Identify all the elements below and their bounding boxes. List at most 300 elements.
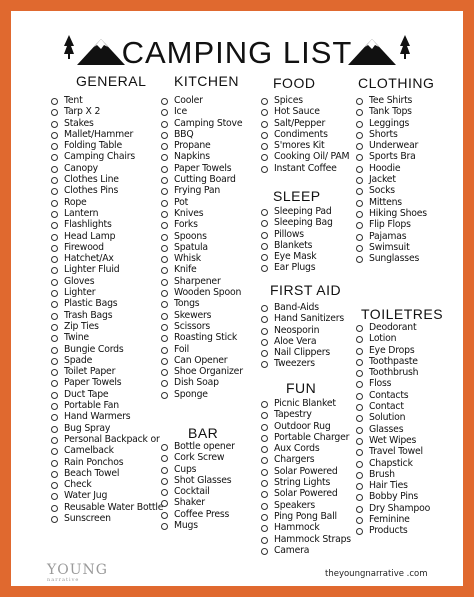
checklist-item[interactable] — [261, 140, 349, 151]
checklist-item-label: Products — [369, 525, 408, 537]
checkbox-circle-icon[interactable] — [51, 301, 58, 308]
checklist-item[interactable] — [161, 377, 243, 388]
checklist-item-label: Spoons — [174, 230, 207, 242]
checkbox-circle-icon[interactable] — [356, 132, 363, 139]
checklist-item[interactable] — [261, 477, 351, 488]
checklist-item[interactable] — [356, 333, 430, 344]
checkbox-circle-icon[interactable] — [51, 516, 58, 523]
checkbox-circle-icon[interactable] — [356, 370, 363, 377]
checklist-item[interactable] — [261, 251, 333, 262]
checkbox-circle-icon[interactable] — [356, 393, 363, 400]
checklist-item[interactable] — [51, 400, 163, 411]
footer-url: theyoungnarrative .com — [325, 569, 428, 579]
checkbox-circle-icon[interactable] — [261, 469, 268, 476]
checklist-item[interactable] — [261, 118, 349, 129]
checklist-item[interactable] — [356, 367, 430, 378]
checkbox-circle-icon[interactable] — [51, 482, 58, 489]
checklist-item[interactable] — [51, 321, 163, 332]
checkbox-circle-icon[interactable] — [51, 188, 58, 195]
checkbox-circle-icon[interactable] — [161, 256, 168, 263]
checkbox-circle-icon[interactable] — [161, 98, 168, 105]
checkbox-circle-icon[interactable] — [356, 449, 363, 456]
checkbox-circle-icon[interactable] — [261, 254, 268, 261]
checkbox-circle-icon[interactable] — [51, 267, 58, 274]
checklist-item[interactable] — [261, 347, 344, 358]
checklist-item[interactable] — [356, 424, 430, 435]
checklist-item[interactable] — [51, 174, 163, 185]
checklist-item[interactable] — [356, 151, 427, 162]
checkbox-circle-icon[interactable] — [51, 177, 58, 184]
checkbox-circle-icon[interactable] — [356, 461, 363, 468]
checklist-item-label: Hand Sanitizers — [274, 313, 345, 325]
checklist-item[interactable] — [161, 231, 243, 242]
checkbox-circle-icon[interactable] — [356, 472, 363, 479]
checklist-item[interactable] — [51, 389, 163, 400]
checkbox-circle-icon[interactable] — [356, 359, 363, 366]
checkbox-circle-icon[interactable] — [161, 121, 168, 128]
checkbox-circle-icon[interactable] — [261, 143, 268, 150]
checklist-item[interactable] — [261, 262, 333, 273]
checklist-item[interactable] — [261, 106, 349, 117]
checkbox-circle-icon[interactable] — [51, 392, 58, 399]
checkbox-circle-icon[interactable] — [51, 109, 58, 116]
checklist-item[interactable] — [161, 276, 243, 287]
checkbox-circle-icon[interactable] — [161, 200, 168, 207]
checkbox-circle-icon[interactable] — [261, 446, 268, 453]
checklist-item[interactable] — [261, 129, 349, 140]
checkbox-circle-icon[interactable] — [161, 335, 168, 342]
checklist-item-label: Solar Powered — [274, 488, 338, 500]
checklist-item[interactable] — [261, 488, 351, 499]
checklist-item[interactable] — [51, 513, 163, 524]
checklist-item-label: Wet Wipes — [369, 434, 417, 446]
checkbox-circle-icon[interactable] — [356, 427, 363, 434]
checkbox-circle-icon[interactable] — [356, 517, 363, 524]
checklist-item-label: Toothpaste — [369, 355, 418, 367]
checklist-item[interactable] — [161, 332, 243, 343]
checklist-item[interactable] — [51, 423, 163, 434]
checklist-item[interactable] — [261, 466, 351, 477]
checklist-item[interactable] — [161, 298, 243, 309]
checkbox-circle-icon[interactable] — [261, 98, 268, 105]
checkbox-circle-icon[interactable] — [51, 166, 58, 173]
checkbox-circle-icon[interactable] — [161, 166, 168, 173]
checklist-item[interactable] — [51, 219, 163, 230]
checkbox-circle-icon[interactable] — [161, 211, 168, 218]
checkbox-circle-icon[interactable] — [261, 548, 268, 555]
checklist-item[interactable] — [356, 322, 430, 333]
checkbox-circle-icon[interactable] — [356, 154, 363, 161]
checklist-item[interactable] — [261, 358, 344, 369]
checklist-item[interactable] — [261, 534, 351, 545]
checklist-item[interactable] — [161, 219, 243, 230]
checkbox-circle-icon[interactable] — [261, 121, 268, 128]
checklist-item[interactable] — [356, 503, 430, 514]
checkbox-circle-icon[interactable] — [51, 279, 58, 286]
checkbox-circle-icon[interactable] — [51, 256, 58, 263]
checkbox-circle-icon[interactable] — [356, 177, 363, 184]
checkbox-circle-icon[interactable] — [51, 426, 58, 433]
checklist-item[interactable] — [161, 464, 235, 475]
checklist-item[interactable] — [261, 163, 349, 174]
checklist-item[interactable] — [356, 401, 430, 412]
checklist-item[interactable] — [356, 197, 427, 208]
checkbox-circle-icon[interactable] — [51, 222, 58, 229]
checklist-item-label: Underwear — [369, 140, 419, 152]
checkbox-circle-icon[interactable] — [161, 290, 168, 297]
checklist-item[interactable] — [161, 475, 235, 486]
checklist-item[interactable] — [51, 468, 163, 479]
checklist-item[interactable] — [356, 129, 427, 140]
checklist-item-label: Swimsuit — [369, 241, 410, 253]
checkbox-circle-icon[interactable] — [261, 132, 268, 139]
checklist-item[interactable] — [51, 129, 163, 140]
checkbox-circle-icon[interactable] — [261, 232, 268, 239]
checkbox-circle-icon[interactable] — [261, 265, 268, 272]
checklist-item[interactable] — [356, 458, 430, 469]
checkbox-circle-icon[interactable] — [261, 435, 268, 442]
checklist-item[interactable] — [51, 332, 163, 343]
checkbox-circle-icon[interactable] — [261, 220, 268, 227]
checklist-item-label: Rope — [64, 196, 87, 208]
checklist-item[interactable] — [51, 151, 163, 162]
checklist-item[interactable] — [161, 208, 243, 219]
checklist-item[interactable] — [51, 118, 163, 129]
checkbox-circle-icon[interactable] — [51, 154, 58, 161]
checkbox-circle-icon[interactable] — [51, 369, 58, 376]
checklist-item[interactable] — [161, 452, 235, 463]
checklist-item[interactable] — [356, 231, 427, 242]
checklist-item[interactable] — [356, 480, 430, 491]
checklist-item[interactable] — [51, 366, 163, 377]
checkbox-circle-icon[interactable] — [161, 222, 168, 229]
checklist-item[interactable] — [161, 441, 235, 452]
checklist-item[interactable] — [51, 253, 163, 264]
checkbox-circle-icon[interactable] — [261, 328, 268, 335]
checklist-item[interactable] — [356, 390, 430, 401]
checklist-item[interactable] — [51, 344, 163, 355]
checklist-item[interactable] — [261, 325, 344, 336]
checklist-item[interactable] — [161, 486, 235, 497]
checkbox-circle-icon[interactable] — [51, 460, 58, 467]
checklist-item[interactable] — [161, 389, 243, 400]
checklist-item[interactable] — [356, 491, 430, 502]
checkbox-circle-icon[interactable] — [161, 267, 168, 274]
checklist-item[interactable] — [356, 208, 427, 219]
checklist-item[interactable] — [51, 287, 163, 298]
checklist-item[interactable] — [356, 525, 430, 536]
checkbox-circle-icon[interactable] — [161, 109, 168, 116]
checkbox-circle-icon[interactable] — [51, 200, 58, 207]
checklist-item[interactable] — [261, 217, 333, 228]
checklist-item[interactable] — [51, 445, 163, 456]
checkbox-circle-icon[interactable] — [261, 525, 268, 532]
checkbox-circle-icon[interactable] — [261, 401, 268, 408]
checklist-item[interactable] — [356, 356, 430, 367]
checklist-item[interactable] — [161, 253, 243, 264]
checkbox-circle-icon[interactable] — [261, 109, 268, 116]
checklist-item[interactable] — [51, 377, 163, 388]
checklist-item[interactable] — [261, 229, 333, 240]
checkbox-circle-icon[interactable] — [51, 414, 58, 421]
checkbox-circle-icon[interactable] — [356, 348, 363, 355]
checklist-item[interactable] — [161, 287, 243, 298]
checklist-item[interactable] — [161, 197, 243, 208]
checklist-item[interactable] — [161, 344, 243, 355]
checklist-item[interactable] — [51, 106, 163, 117]
checkbox-circle-icon[interactable] — [261, 316, 268, 323]
checkbox-circle-icon[interactable] — [161, 313, 168, 320]
checklist-item[interactable] — [51, 242, 163, 253]
checkbox-circle-icon[interactable] — [51, 121, 58, 128]
checkbox-circle-icon[interactable] — [161, 455, 168, 462]
checkbox-circle-icon[interactable] — [356, 494, 363, 501]
checkbox-circle-icon[interactable] — [356, 188, 363, 195]
checkbox-circle-icon[interactable] — [161, 512, 168, 519]
checklist-item-label: Nail Clippers — [274, 347, 331, 359]
checklist-item[interactable] — [261, 443, 351, 454]
checklist-item[interactable] — [161, 118, 243, 129]
checklist-item[interactable] — [261, 240, 333, 251]
checkbox-circle-icon[interactable] — [161, 347, 168, 354]
checkbox-circle-icon[interactable] — [356, 98, 363, 105]
checklist-item[interactable] — [261, 409, 351, 420]
checkbox-circle-icon[interactable] — [51, 347, 58, 354]
checklist-item[interactable] — [356, 140, 427, 151]
checklist-item[interactable] — [161, 264, 243, 275]
checkbox-circle-icon[interactable] — [356, 166, 363, 173]
checklist-item[interactable] — [356, 174, 427, 185]
checklist-item[interactable] — [161, 129, 243, 140]
checkbox-circle-icon[interactable] — [161, 500, 168, 507]
checkbox-circle-icon[interactable] — [261, 243, 268, 250]
checklist-item[interactable] — [356, 242, 427, 253]
checkbox-circle-icon[interactable] — [356, 245, 363, 252]
checklist-item[interactable] — [161, 151, 243, 162]
checkbox-circle-icon[interactable] — [356, 483, 363, 490]
checkbox-circle-icon[interactable] — [51, 132, 58, 139]
checklist-item-label: Solution — [369, 412, 406, 424]
checklist-item[interactable] — [161, 242, 243, 253]
checklist-item[interactable] — [51, 276, 163, 287]
checklist-item[interactable] — [51, 502, 163, 513]
checkbox-circle-icon[interactable] — [356, 415, 363, 422]
checklist-item[interactable] — [51, 479, 163, 490]
checklist-item-label: Bug Spray — [64, 422, 111, 434]
checklist-item[interactable] — [161, 321, 243, 332]
checkbox-circle-icon[interactable] — [261, 166, 268, 173]
checklist-item[interactable] — [161, 174, 243, 185]
checklist-item[interactable] — [261, 206, 333, 217]
checklist-item[interactable] — [356, 118, 427, 129]
checkbox-circle-icon[interactable] — [356, 121, 363, 128]
checklist-item[interactable] — [356, 514, 430, 525]
checkbox-circle-icon[interactable] — [51, 505, 58, 512]
checklist-item[interactable] — [51, 355, 163, 366]
checkbox-circle-icon[interactable] — [51, 290, 58, 297]
checklist-item[interactable] — [51, 163, 163, 174]
checklist-item[interactable] — [51, 457, 163, 468]
checkbox-circle-icon[interactable] — [161, 245, 168, 252]
checkbox-circle-icon[interactable] — [261, 412, 268, 419]
checkbox-circle-icon[interactable] — [51, 493, 58, 500]
checklist-item[interactable] — [51, 231, 163, 242]
checklist-item[interactable] — [261, 432, 351, 443]
checklist-item[interactable] — [161, 355, 243, 366]
checklist-item[interactable] — [261, 95, 349, 106]
checkbox-circle-icon[interactable] — [161, 234, 168, 241]
checkbox-circle-icon[interactable] — [261, 339, 268, 346]
checklist-item[interactable] — [356, 378, 430, 389]
checkbox-circle-icon[interactable] — [356, 200, 363, 207]
checklist-item[interactable] — [356, 95, 427, 106]
checklist-item-label: Pillows — [274, 228, 304, 240]
checkbox-circle-icon[interactable] — [356, 506, 363, 513]
checkbox-circle-icon[interactable] — [51, 234, 58, 241]
checklist-item[interactable] — [261, 522, 351, 533]
checkbox-circle-icon[interactable] — [261, 480, 268, 487]
checklist-item[interactable] — [261, 511, 351, 522]
checkbox-circle-icon[interactable] — [356, 404, 363, 411]
checkbox-circle-icon[interactable] — [261, 514, 268, 521]
checklist-item[interactable] — [356, 345, 430, 356]
checklist-item[interactable] — [356, 435, 430, 446]
checklist-item[interactable] — [161, 310, 243, 321]
checkbox-circle-icon[interactable] — [261, 350, 268, 357]
checkbox-circle-icon[interactable] — [51, 335, 58, 342]
checklist-item[interactable] — [356, 446, 430, 457]
checkbox-circle-icon[interactable] — [51, 403, 58, 410]
checklist-item[interactable] — [51, 197, 163, 208]
checklist-item[interactable] — [356, 219, 427, 230]
checklist-item[interactable] — [51, 310, 163, 321]
checkbox-circle-icon[interactable] — [161, 188, 168, 195]
checkbox-circle-icon[interactable] — [51, 380, 58, 387]
checklist-item-label: Mugs — [174, 520, 198, 532]
checkbox-circle-icon[interactable] — [261, 154, 268, 161]
checklist-item[interactable] — [261, 421, 351, 432]
checkbox-circle-icon[interactable] — [51, 448, 58, 455]
checkbox-circle-icon[interactable] — [261, 361, 268, 368]
checklist-item[interactable] — [51, 411, 163, 422]
checklist-item[interactable] — [51, 434, 163, 445]
checkbox-circle-icon[interactable] — [51, 313, 58, 320]
checkbox-circle-icon[interactable] — [51, 211, 58, 218]
checklist-item[interactable] — [261, 545, 351, 556]
checklist-item[interactable] — [161, 185, 243, 196]
checklist-item[interactable] — [51, 264, 163, 275]
checkbox-circle-icon[interactable] — [161, 467, 168, 474]
checklist-item[interactable] — [356, 185, 427, 196]
checkbox-circle-icon[interactable] — [356, 528, 363, 535]
checkbox-circle-icon[interactable] — [356, 438, 363, 445]
checkbox-circle-icon[interactable] — [261, 424, 268, 431]
checkbox-circle-icon[interactable] — [161, 523, 168, 530]
checklist-item[interactable] — [261, 302, 344, 313]
checklist-item[interactable] — [51, 490, 163, 501]
checklist-item[interactable] — [161, 520, 235, 531]
checkbox-circle-icon[interactable] — [161, 358, 168, 365]
checkbox-circle-icon[interactable] — [51, 98, 58, 105]
checklist-item[interactable] — [356, 106, 427, 117]
checkbox-circle-icon[interactable] — [261, 491, 268, 498]
checkbox-circle-icon[interactable] — [161, 392, 168, 399]
checklist-item-label: Outdoor Rug — [274, 420, 331, 432]
checkbox-circle-icon[interactable] — [161, 177, 168, 184]
checklist-item[interactable] — [261, 454, 351, 465]
checklist-item[interactable] — [51, 208, 163, 219]
checkbox-circle-icon[interactable] — [161, 301, 168, 308]
checkbox-circle-icon[interactable] — [161, 132, 168, 139]
checklist-item[interactable] — [51, 140, 163, 151]
checkbox-circle-icon[interactable] — [161, 154, 168, 161]
checkbox-circle-icon[interactable] — [356, 143, 363, 150]
checklist-item-label: Forks — [174, 219, 198, 231]
checkbox-circle-icon[interactable] — [51, 143, 58, 150]
checklist-item[interactable] — [356, 253, 427, 264]
checklist-item-label: Ice — [174, 106, 187, 118]
checklist-item[interactable] — [161, 95, 243, 106]
checklist-item[interactable] — [161, 366, 243, 377]
checkbox-circle-icon[interactable] — [356, 256, 363, 263]
checklist-item-label: Cooler — [174, 95, 203, 106]
checkbox-circle-icon[interactable] — [51, 324, 58, 331]
checklist-item[interactable] — [161, 497, 235, 508]
checklist-item-label: Hoodie — [369, 162, 401, 174]
checkbox-circle-icon[interactable] — [261, 457, 268, 464]
checklist-item[interactable] — [161, 140, 243, 151]
checklist-item[interactable] — [161, 509, 235, 520]
checkbox-circle-icon[interactable] — [356, 211, 363, 218]
checklist-item[interactable] — [51, 185, 163, 196]
checklist-item[interactable] — [51, 95, 163, 106]
checkbox-circle-icon[interactable] — [51, 437, 58, 444]
checklist-item[interactable] — [261, 151, 349, 162]
checkbox-circle-icon[interactable] — [161, 380, 168, 387]
checkbox-circle-icon[interactable] — [356, 325, 363, 332]
checklist-item[interactable] — [261, 500, 351, 511]
checkbox-circle-icon[interactable] — [161, 444, 168, 451]
checkbox-circle-icon[interactable] — [356, 222, 363, 229]
checkbox-circle-icon[interactable] — [261, 503, 268, 510]
checklist-item[interactable] — [356, 163, 427, 174]
checklist-item[interactable] — [51, 298, 163, 309]
checkbox-circle-icon[interactable] — [161, 478, 168, 485]
checkbox-circle-icon[interactable] — [356, 336, 363, 343]
checklist-item[interactable] — [161, 106, 243, 117]
checkbox-circle-icon[interactable] — [161, 143, 168, 150]
checkbox-circle-icon[interactable] — [51, 471, 58, 478]
checklist-item[interactable] — [356, 469, 430, 480]
checkbox-circle-icon[interactable] — [161, 489, 168, 496]
checkbox-circle-icon[interactable] — [356, 234, 363, 241]
checkbox-circle-icon[interactable] — [161, 324, 168, 331]
checkbox-circle-icon[interactable] — [51, 358, 58, 365]
checkbox-circle-icon[interactable] — [161, 369, 168, 376]
checklist-item[interactable] — [161, 163, 243, 174]
checklist-item[interactable] — [356, 412, 430, 423]
checkbox-circle-icon[interactable] — [356, 381, 363, 388]
checkbox-circle-icon[interactable] — [161, 279, 168, 286]
checkbox-circle-icon[interactable] — [261, 537, 268, 544]
checklist-item[interactable] — [261, 336, 344, 347]
checkbox-circle-icon[interactable] — [261, 305, 268, 312]
checkbox-circle-icon[interactable] — [261, 209, 268, 216]
checklist-item[interactable] — [261, 398, 351, 409]
checkbox-circle-icon[interactable] — [51, 245, 58, 252]
checklist-item[interactable] — [261, 313, 344, 324]
checkbox-circle-icon[interactable] — [356, 109, 363, 116]
